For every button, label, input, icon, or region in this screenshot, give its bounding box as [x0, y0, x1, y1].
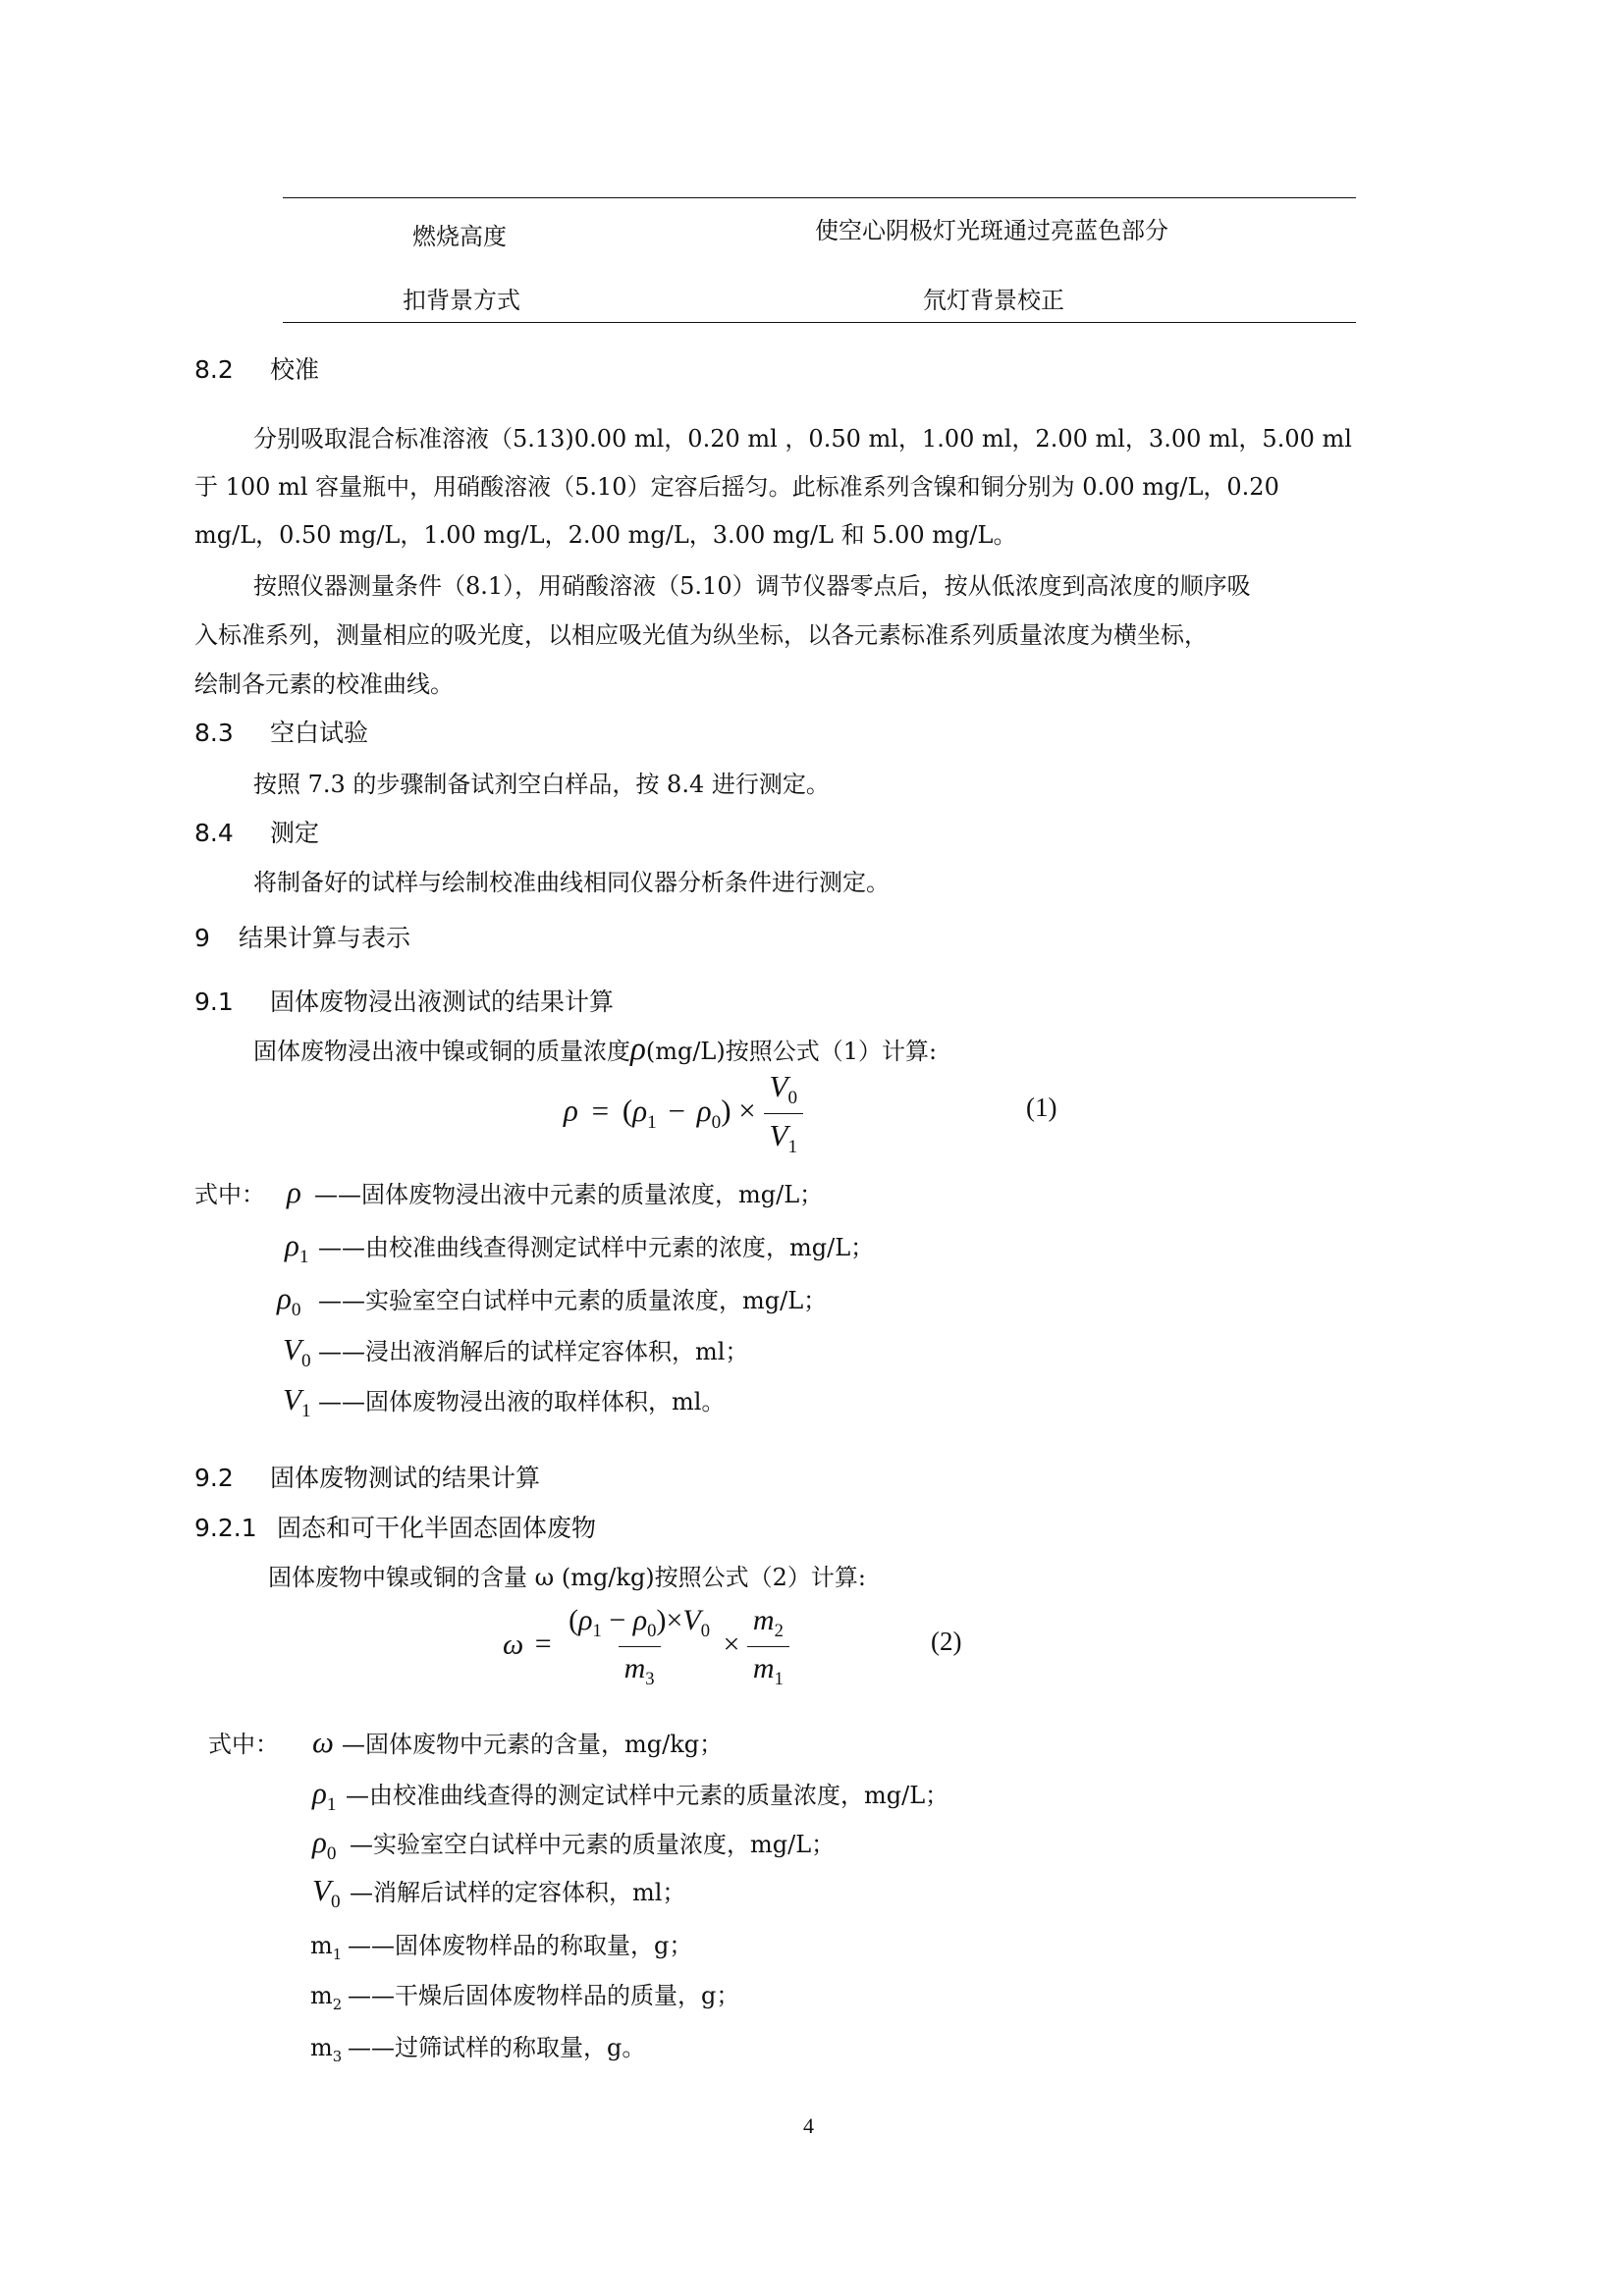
fraction-denominator [747, 1646, 789, 1691]
section-number: 8.2 [194, 355, 234, 384]
rho-var: ρ [696, 1093, 712, 1128]
intro-text: 固体废物浸出液中镍或铜的质量浓度 [253, 1038, 630, 1065]
paragraph-line: 将制备好的试样与绘制校准曲线相同仪器分析条件进行测定。 [253, 869, 890, 896]
mass-symbol [310, 1931, 348, 1963]
symbol-var: ρ [277, 1281, 292, 1315]
section-number: 9.2.1 [194, 1514, 257, 1542]
rho-symbol [312, 1776, 346, 1816]
volume-symbol [312, 1873, 350, 1913]
section-title: 结果计算与表示 [239, 924, 411, 952]
rho-var: ρ [632, 1093, 648, 1128]
volume-var: V [769, 1069, 788, 1103]
mass-symbol [310, 2033, 348, 2065]
volume-var: V [682, 1604, 701, 1636]
fraction-v0-v1 [764, 1068, 804, 1159]
definition-text: ——过筛试样的称取量，g。 [348, 2034, 646, 2061]
definition-text: —由校准曲线查得的测定试样中元素的质量浓度，mg/L； [346, 1782, 949, 1809]
volume-symbol [283, 1382, 318, 1422]
formula-2 [503, 1602, 789, 1691]
definition-text: ——干燥后固体废物样品的质量，g； [348, 1982, 740, 2009]
formula-times: × [666, 1604, 683, 1636]
omega-symbol: ω [312, 1725, 334, 1759]
definition-text: —消解后试样的定容体积，ml； [350, 1879, 686, 1906]
formula-paren: ( [622, 1093, 633, 1128]
definition-text: —实验室空白试样中元素的质量浓度，mg/L； [350, 1831, 836, 1858]
formula-times: × [738, 1093, 756, 1128]
formula-times: × [723, 1628, 740, 1661]
rho-symbol: ρ [287, 1175, 301, 1209]
formula-minus: − [668, 1093, 685, 1128]
section-title: 固态和可干化半固态固体废物 [277, 1514, 597, 1542]
definition-row [283, 1332, 749, 1372]
subscript: 3 [645, 1669, 655, 1690]
paragraph-line: 入标准系列，测量相应的吸光度，以相应吸光值为纵坐标，以各元素标准系列质量浓度为横坐标， [194, 621, 1208, 649]
subscript: 1 [332, 1945, 343, 1963]
volume-var: V [769, 1118, 788, 1152]
intro-text: (mg/L)按照公式（1）计算: [645, 1038, 938, 1065]
fraction-m2-m1 [747, 1602, 789, 1691]
definition-text: ——固体废物浸出液的取样体积，ml。 [318, 1388, 726, 1415]
fraction-numerator [764, 1068, 804, 1113]
definition-row [283, 1382, 726, 1422]
definition-row [310, 1981, 739, 2013]
paragraph-line: 按照仪器测量条件（8.1），用硝酸溶液（5.10）调节仪器零点后，按从低浓度到高浓度的顺序吸 [253, 572, 1251, 600]
subscript: 0 [647, 1621, 657, 1642]
fraction-main [563, 1602, 716, 1691]
section-title: 测定 [270, 819, 320, 847]
paragraph-line: 绘制各元素的校准曲线。 [194, 670, 454, 698]
definition-row [312, 1725, 724, 1759]
paragraph-line: 分别吸取混合标准溶液（5.13)0.00 ml，0.20 ml ，0.50 ml，1.00 ml，2.00 ml，3.00 ml，5.00 ml [253, 425, 1352, 453]
formula-rho0 [696, 1093, 722, 1133]
rho-symbol [285, 1228, 318, 1268]
volume-symbol [283, 1332, 318, 1372]
subscript: 1 [647, 1111, 657, 1133]
fraction-numerator [563, 1602, 716, 1646]
subscript: 1 [787, 1137, 798, 1158]
symbol-var: ρ [285, 1228, 299, 1262]
subscript: 1 [326, 1794, 337, 1816]
definition-row [277, 1281, 828, 1321]
symbol-var: V [283, 1332, 301, 1366]
subscript: 0 [787, 1088, 798, 1109]
formula-eq: = [591, 1093, 610, 1128]
subscript: 0 [291, 1300, 301, 1321]
subscript: 2 [332, 1995, 343, 2013]
symbol-var: V [283, 1382, 301, 1416]
page-number: 4 [803, 2113, 814, 2138]
formula-eq: = [534, 1628, 552, 1661]
subscript: 0 [330, 1892, 341, 1913]
section-title: 固体废物测试的结果计算 [270, 1464, 541, 1492]
formula-paren: ) [721, 1093, 731, 1128]
symbol-var: m [310, 2034, 333, 2061]
definition-row [312, 1873, 686, 1913]
fraction-numerator [747, 1602, 789, 1646]
formula-rho1 [632, 1093, 657, 1133]
table-cell-label: 扣背景方式 [403, 287, 520, 314]
rho-symbol [312, 1825, 350, 1865]
mass-var: m [752, 1604, 775, 1636]
formula-lhs: ρ [564, 1093, 578, 1128]
symbol-var: V [312, 1873, 331, 1907]
subscript: 2 [774, 1621, 784, 1642]
section-title: 固体废物浸出液测试的结果计算 [270, 988, 615, 1016]
section-number: 8.3 [194, 719, 234, 747]
mass-var: m [623, 1652, 646, 1684]
rho-symbol [277, 1281, 318, 1321]
subscript: 0 [711, 1111, 722, 1133]
subscript: 1 [300, 1401, 311, 1422]
rho-var: ρ [578, 1604, 593, 1636]
definition-row [310, 2033, 645, 2065]
definition-text: ——浸出液消解后的试样定容体积，ml； [318, 1338, 749, 1365]
table-cell-value: 使空心阴极灯光斑通过亮蓝色部分 [815, 217, 1168, 244]
paragraph-line: 按照 7.3 的步骤制备试剂空白样品，按 8.4 进行测定。 [253, 771, 830, 798]
table-top-rule [283, 197, 1356, 198]
rho-var: ρ [632, 1604, 648, 1636]
definition-text: ——固体废物样品的称取量，g； [348, 1932, 693, 1959]
section-number: 9 [194, 924, 210, 952]
mass-symbol [310, 1981, 348, 2013]
where-label: 式中： [208, 1731, 279, 1758]
symbol-var: m [310, 1932, 333, 1959]
definition-row [285, 1228, 875, 1268]
mass-var: m [752, 1652, 775, 1684]
subscript: 1 [592, 1621, 602, 1642]
section-number: 9.2 [194, 1464, 234, 1492]
definition-text: ——固体废物浸出液中元素的质量浓度，mg/L； [314, 1181, 824, 1208]
formula-intro: 固体废物中镍或铜的含量 ω (mg/kg)按照公式（2）计算: [268, 1564, 867, 1591]
definition-row [287, 1175, 824, 1209]
section-title: 校准 [270, 355, 320, 384]
table-cell-value: 氘灯背景校正 [923, 287, 1064, 314]
fraction-denominator [764, 1113, 804, 1159]
section-title: 空白试验 [270, 719, 369, 747]
definition-row [310, 1931, 692, 1963]
subscript: 3 [332, 2047, 343, 2065]
table-bottom-rule [283, 322, 1356, 323]
subscript: 0 [326, 1843, 337, 1865]
definition-text: —固体废物中元素的含量，mg/kg； [342, 1731, 724, 1758]
fraction-denominator [619, 1646, 661, 1691]
definition-text: ——由校准曲线查得测定试样中元素的浓度，mg/L； [318, 1234, 875, 1261]
definition-row [312, 1825, 836, 1865]
symbol-var: m [310, 1982, 333, 2009]
where-label: 式中： [194, 1181, 265, 1208]
table-cell-label: 燃烧高度 [412, 223, 507, 250]
paragraph-line: mg/L，0.50 mg/L，1.00 mg/L，2.00 mg/L，3.00 mg/L 和 5.00 mg/L。 [194, 521, 1017, 549]
formula-lhs: ω [503, 1628, 524, 1661]
subscript: 0 [300, 1351, 311, 1372]
rho-symbol: ρ [630, 1032, 646, 1067]
formula-intro [253, 1032, 938, 1067]
formula-minus: − [609, 1604, 626, 1636]
subscript: 0 [700, 1621, 710, 1642]
symbol-var: ρ [312, 1776, 327, 1810]
definition-text: ——实验室空白试样中元素的质量浓度，mg/L； [318, 1287, 828, 1314]
section-number: 8.4 [194, 819, 234, 847]
formula-1 [564, 1068, 803, 1159]
paragraph-line: 于 100 ml 容量瓶中，用硝酸溶液（5.10）定容后摇匀。此标准系列含镍和铜分别为 0.00 mg/L，0.20 [194, 473, 1279, 501]
formula-paren: ( [568, 1604, 579, 1636]
subscript: 1 [298, 1247, 309, 1268]
formula-paren: ) [656, 1604, 667, 1636]
equation-number: (1) [1026, 1093, 1057, 1122]
subscript: 1 [774, 1669, 784, 1690]
symbol-var: ρ [312, 1825, 327, 1859]
definition-row [312, 1776, 949, 1816]
equation-number: (2) [931, 1627, 962, 1656]
section-number: 9.1 [194, 988, 234, 1016]
